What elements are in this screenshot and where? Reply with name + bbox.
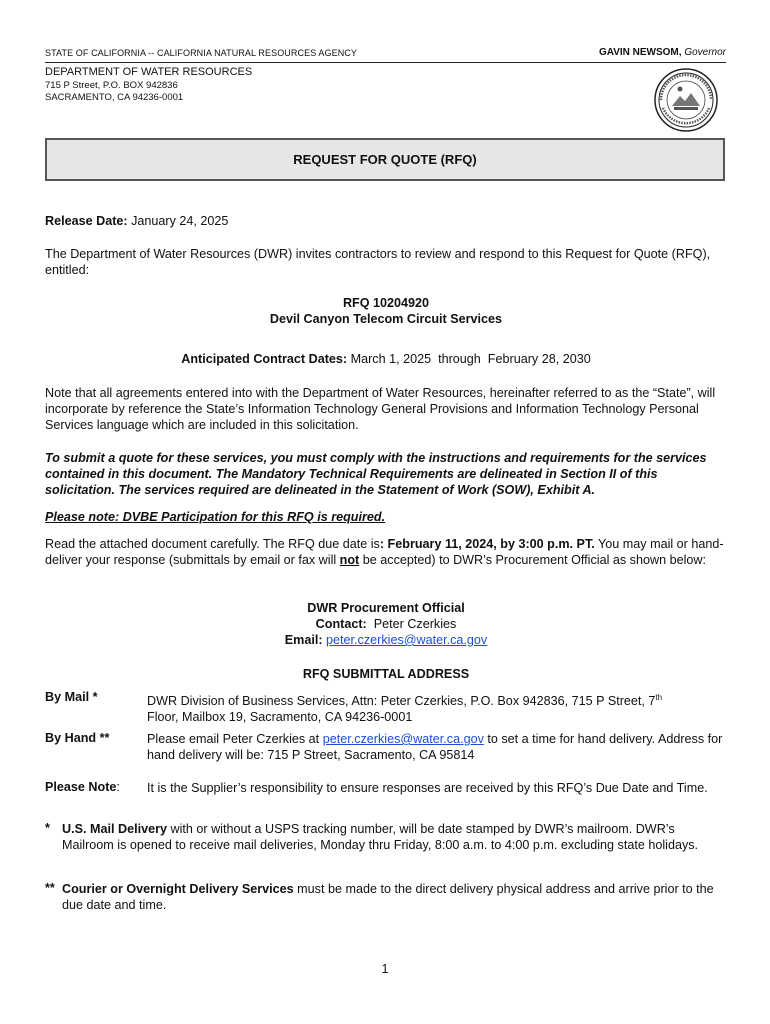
- state-seal-icon: [654, 68, 718, 132]
- by-hand-post: to set a time for hand delivery. Address for hand delivery will be: 715 P Street, Sacramento, CA 95814: [147, 732, 723, 762]
- contact-label: Contact:: [315, 617, 367, 631]
- courier-text: must be made to the direct delivery physical address and arrive prior to the due date and time.: [62, 882, 714, 912]
- governor-name: GAVIN NEWSOM,: [598, 47, 682, 58]
- please-note-colon: :: [116, 780, 120, 794]
- not-emphasis: not: [339, 553, 360, 567]
- due-tail: be accepted) to DWR’s Procurement Official as shown below:: [359, 553, 706, 567]
- official-heading: DWR Procurement Official: [307, 601, 465, 615]
- please-note-body: It is the Supplier’s responsibility to ensure responses are received by this RFQ’s Due Date and Time.: [147, 781, 708, 795]
- due-intro: Read the attached document carefully. The RFQ due date is: [45, 537, 380, 551]
- by-hand-label: By Hand **: [45, 731, 110, 745]
- contract-dates: [45, 351, 727, 367]
- official-email-link[interactable]: peter.czerkies@water.ca.gov: [326, 633, 488, 647]
- release-date-value: January 24, 2025: [127, 214, 229, 228]
- rfq-name: Devil Canyon Telecom Circuit Services: [269, 312, 503, 326]
- email-label: Email:: [284, 633, 323, 647]
- due-mid: You may mail or hand-deliver your response (submittals by email or fax will: [45, 537, 724, 567]
- rfq-number: RFQ 10204920: [342, 296, 430, 310]
- release-date-label: Release Date:: [45, 214, 128, 228]
- official-contact: [45, 616, 727, 632]
- by-mail-line2: Floor, Mailbox 19, Sacramento, CA 94236-0001: [147, 710, 413, 725]
- contact-value: Peter Czerkies: [366, 617, 457, 631]
- official-email: [45, 632, 727, 648]
- agreements-note: Note that all agreements entered into with the Department of Water Resources, hereinafter referred to as the “State”, will incorporate by reference the State’s Information Technology General Provisions and Information Technology Personal Services language which are included in this solicitation.: [45, 386, 716, 432]
- please-note-text: Please Note: [45, 780, 117, 794]
- by-hand-email-link[interactable]: peter.czerkies@water.ca.gov: [322, 732, 484, 746]
- submit-instructions: To submit a quote for these services, you must comply with the instructions and requirements for the services contained in this document. The Mandatory Technical Requirements are delineated in Section II of this solicitation. The services required are delineated in the Statement of Work (SOW), Exhibit A.: [45, 451, 707, 497]
- by-mail-address: [147, 690, 727, 725]
- usps-bold: U.S. Mail Delivery: [62, 822, 167, 836]
- courier-paragraph: [62, 881, 727, 913]
- courier-marker: **: [45, 881, 55, 895]
- courier-bold: Courier or Overnight Delivery Services: [62, 882, 294, 896]
- ordinal-suffix: th: [655, 693, 663, 702]
- by-hand-pre: Please email Peter Czerkies at: [147, 732, 323, 746]
- address-line-2: SACRAMENTO, CA 94236-0001: [45, 92, 184, 103]
- department-name: DEPARTMENT OF WATER RESOURCES: [45, 66, 253, 78]
- agency-name: STATE OF CALIFORNIA -- CALIFORNIA NATURAL RESOURCES AGENCY: [45, 48, 358, 58]
- dvbe-note: Please note: DVBE Participation for this RFQ is required.: [45, 510, 386, 524]
- page-number: 1: [381, 962, 389, 976]
- by-hand-instructions: [147, 731, 727, 763]
- please-note-label: [45, 780, 120, 794]
- by-mail-line1: DWR Division of Business Services, Attn: Peter Czerkies, P.O. Box 942836, 715 P Street, 7: [147, 694, 656, 709]
- by-mail-label: By Mail *: [45, 690, 98, 704]
- contract-dates-label: Anticipated Contract Dates:: [181, 352, 348, 366]
- usps-text: with or without a USPS tracking number, will be date stamped by DWR’s mailroom. DWR’s Mailroom is opened to receive mail deliveries, Monday thru Friday, 8:00 a.m. to 4:00 p.m. excluding state holidays.: [62, 822, 699, 852]
- submittal-heading: RFQ SUBMITTAL ADDRESS: [302, 667, 470, 681]
- usps-marker: *: [45, 821, 50, 835]
- due-date-paragraph: [45, 536, 727, 568]
- header-divider: [45, 62, 726, 63]
- contract-dates-value: March 1, 2025 through February 28, 2030: [347, 352, 591, 366]
- document-title: REQUEST FOR QUOTE (RFQ): [45, 138, 725, 181]
- intro-paragraph: The Department of Water Resources (DWR) invites contractors to review and respond to this Request for Quote (RFQ), entitled:: [45, 247, 711, 277]
- usps-paragraph: [62, 821, 727, 853]
- governor-line: [599, 47, 726, 58]
- release-date: [45, 213, 727, 229]
- governor-title: Governor: [684, 47, 726, 58]
- address-line-1: 715 P Street, P.O. BOX 942836: [45, 80, 178, 91]
- due-date: : February 11, 2024, by 3:00 p.m. PT.: [379, 537, 595, 551]
